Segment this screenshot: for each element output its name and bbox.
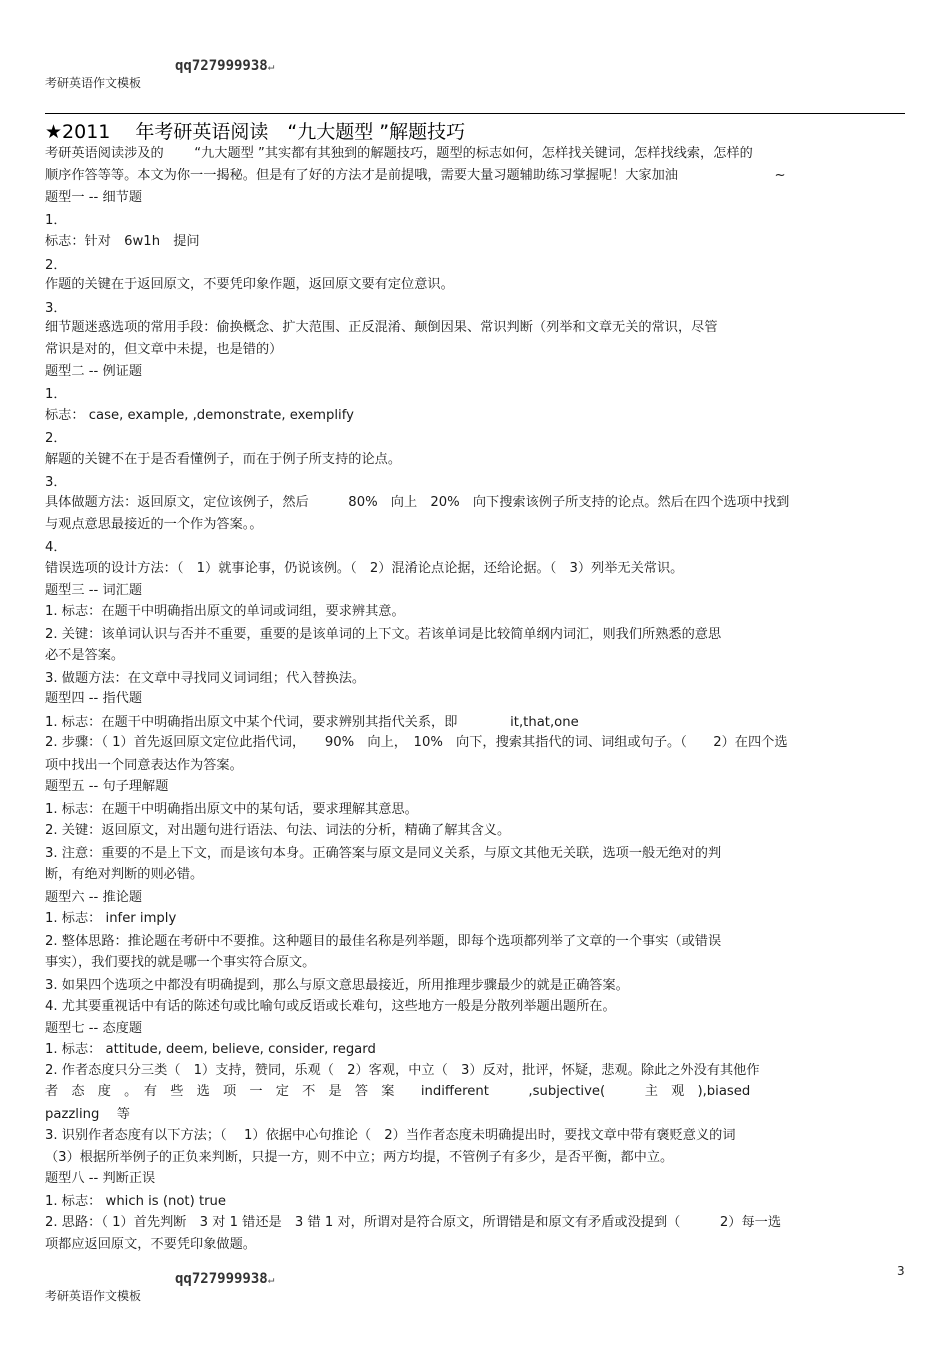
text-line: 3．	[45, 475, 67, 490]
text-line: 题型八 -- 判断正误	[45, 1171, 156, 1186]
text-line: （3）根据所举例子的正负来判断，只提一方，则不中立；两方均提，不管例子有多少，是否平衡，都中立。	[45, 1150, 674, 1165]
text-line: pazzling 等	[45, 1107, 130, 1122]
text-line: 2．	[45, 431, 67, 446]
text-line: 题型五 -- 句子理解题	[45, 779, 169, 794]
text-line: 断，有绝对判断的则必错。	[45, 867, 204, 882]
text-line: 1. 标志：在题干中明确指出原文的单词或词组，要求辨其意。	[45, 604, 405, 619]
text-line: 2. 关键：该单词认识与否并不重要，重要的是该单词的上下文。若该单词是比较简单纲内词汇，则我们所熟悉的意思	[45, 627, 722, 642]
text-line: 3. 做题方法：在文章中寻找同义词词组；代入替换法。	[45, 671, 366, 686]
text-line: 1. 标志： infer imply	[45, 911, 177, 926]
text-line: 2. 作者态度只分三类（ 1）支持，赞同，乐观（ 2）客观，中立（ 3）反对，批评，怀疑，悲观。除此之外没有其他作	[45, 1063, 760, 1078]
text-line: 1. 标志：在题干中明确指出原文中的某句话，要求理解其意思。	[45, 802, 418, 817]
text-line: 1. 标志： attitude, deem, believe, consider, regard	[45, 1042, 376, 1057]
page-title: ★2011 年考研英语阅读 “九大题型 ”解题技巧	[45, 121, 466, 143]
text-line: 细节题迷惑选项的常用手段：偷换概念、扩大范围、正反混淆、颠倒因果、常识判断（列举和文章无关的常识，尽管	[45, 320, 718, 335]
text-line: 4. 尤其要重视话中有话的陈述句或比喻句或反语或长难句，这些地方一般是分散列举题出题所在。	[45, 999, 616, 1014]
text-line: 3. 注意：重要的不是上下文，而是该句本身。正确答案与原文是同义关系，与原文其他无关联，选项一般无绝对的判	[45, 846, 722, 861]
text-line: 题型七 -- 态度题	[45, 1021, 143, 1036]
text-line: 1．	[45, 387, 67, 402]
return-mark-icon: ↵	[267, 60, 275, 73]
footer-qq-text	[175, 1271, 274, 1287]
text-line: 项中找出一个同意表达作为答案。	[45, 758, 243, 773]
text-line: 2．	[45, 258, 67, 273]
text-line: 题型六 -- 推论题	[45, 890, 143, 905]
text-line: 解题的关键不在于是否看懂例子，而在于例子所支持的论点。	[45, 452, 402, 467]
header-qq-text	[175, 58, 274, 74]
text-line: 1．	[45, 213, 67, 228]
return-mark-icon: ↵	[267, 1273, 275, 1286]
text-line: 者 态 度 。 有 些 选 项 一 定 不 是 答 案 indifferent ,subjective( 主 观 ),biased	[45, 1084, 751, 1099]
text-line: 2. 关键：返回原文，对出题句进行语法、句法、词法的分析，精确了解其含义。	[45, 823, 511, 838]
text-line: 题型二 -- 例证题	[45, 364, 143, 379]
text-line: 具体做题方法：返回原文，定位该例子，然后 80% 向上 20% 向下搜索该例子所支持的论点。然后在四个选项中找到	[45, 495, 790, 510]
text-line: 考研英语阅读涉及的 “九大题型 ”其实都有其独到的解题技巧，题型的标志如何，怎样找关键词，怎样找线索，怎样的	[45, 146, 753, 161]
header-rule	[45, 113, 905, 114]
text-line: 题型一 -- 细节题	[45, 190, 143, 205]
footer-qq-number: qq727999938	[175, 1271, 268, 1287]
text-line: 2. 步骤：（ 1）首先返回原文定位此指代词， 90% 向上， 10% 向下，搜索其指代的词、词组或句子。（ 2）在四个选	[45, 735, 788, 750]
text-line: 顺序作答等等。本文为你一一揭秘。但是有了好的方法才是前提哦，需要大量习题辅助练习掌握呢！大家加油 ~	[45, 168, 786, 183]
text-line: 2. 思路：（ 1）首先判断 3 对 1 错还是 3 错 1 对，所谓对是符合原文，所谓错是和原文有矛盾或没提到（ 2）每一选	[45, 1215, 782, 1230]
text-line: 1. 标志：在题干中明确指出原文中某个代词，要求辨别其指代关系，即 it,that,one	[45, 715, 579, 730]
footer-label: 考研英语作文模板	[45, 1289, 142, 1303]
text-line: 标志：针对 6w1h 提问	[45, 234, 200, 249]
text-line: 事实），我们要找的就是哪一个事实符合原文。	[45, 955, 316, 970]
header-qq-number: qq727999938	[175, 58, 268, 74]
text-line: 3. 如果四个选项之中都没有明确提到，那么与原文意思最接近，所用推理步骤最少的就是正确答案。	[45, 978, 629, 993]
text-line: 1. 标志： which is (not) true	[45, 1194, 227, 1209]
text-line: 项都应返回原文，不要凭印象做题。	[45, 1237, 256, 1252]
text-line: 3．	[45, 301, 67, 316]
text-line: 与观点意思最接近的一个作为答案。。	[45, 517, 263, 532]
page-number: 3	[897, 1264, 905, 1278]
header-label: 考研英语作文模板	[45, 76, 142, 90]
text-line: 题型三 -- 词汇题	[45, 583, 143, 598]
text-line: 3. 识别作者态度有以下方法；（ 1）依据中心句推论（ 2）当作者态度未明确提出时，要找文章中带有褒贬意义的词	[45, 1128, 736, 1143]
text-line: 2. 整体思路：推论题在考研中不要推。这种题目的最佳名称是列举题，即每个选项都列举了文章的一个事实（或错误	[45, 934, 722, 949]
text-line: 作题的关键在于返回原文，不要凭印象作题，返回原文要有定位意识。	[45, 277, 454, 292]
text-line: 标志： case, example, ,demonstrate, exemplify	[45, 408, 354, 423]
text-line: 常识是对的，但文章中未提，也是错的）	[45, 342, 283, 357]
text-line: 题型四 -- 指代题	[45, 691, 143, 706]
text-line: 错误选项的设计方法：（ 1）就事论事，仍说该例。（ 2）混淆论点论据，还给论据。（ 3）列举无关常识。	[45, 561, 684, 576]
text-line: 必不是答案。	[45, 648, 125, 663]
text-line: 4．	[45, 540, 67, 555]
